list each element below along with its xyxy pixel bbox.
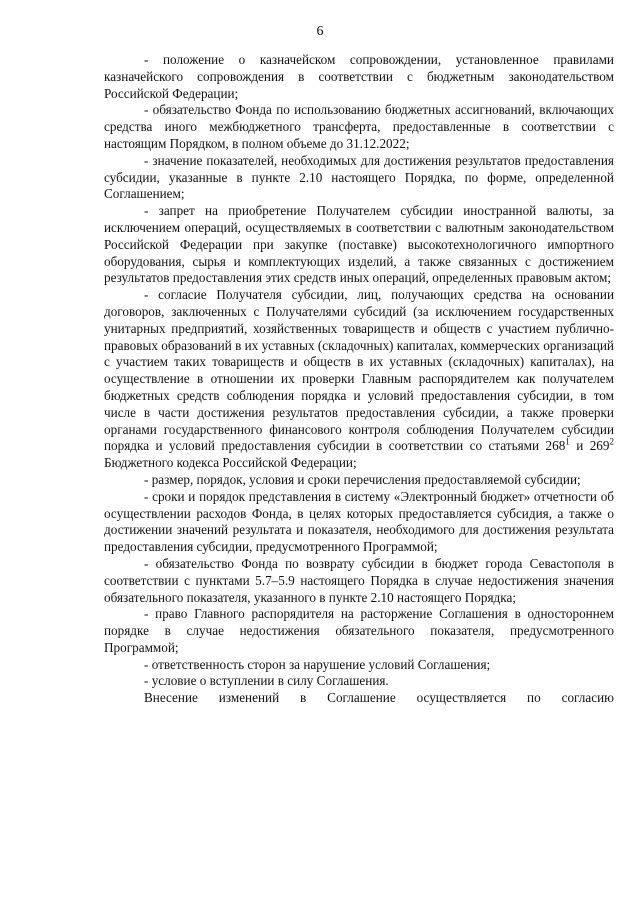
paragraph-termination-right: - право Главного распорядителя на расторжение Соглашения в одностороннем порядке в случае недостижения обязательного показателя, предусмотренного Программой; — [104, 606, 614, 655]
paragraph-consent-inspection — [104, 287, 614, 472]
paragraph-reporting: - сроки и порядок представления в систему «Электронный бюджет» отчетности об осуществлении расходов Фонда, в целях которых предоставляется субсидия, а также о достижении значений результата и показателя, необходимого для достижения результата предоставления субсидии, предусмотренного Программой; — [104, 488, 614, 555]
paragraph-amendments: Внесение изменений в Соглашение осуществляется по согласию — [144, 690, 614, 706]
paragraph-indicator-values: - значение показателей, необходимых для достижения результатов предоставления субсидии, указанные в пункте 2.10 настоящего Порядка, по форме, определенной Соглашением; — [104, 152, 614, 202]
paragraph-entry-into-force: - условие о вступлении в силу Соглашения. — [144, 673, 389, 689]
footnote-superscript-2: 2 — [609, 436, 614, 447]
paragraph-consent-inspection-text: - согласие Получателя субсидии, лиц, получающих средства на основании договоров, заключенных с Получателями субсидий (за исключением государственных унитарных предприятий, хозяйственных товариществ и обществ с участием публично-правовых образований в их уставных (складочных) капиталах, коммерческих организаций с участием таких товариществ и обществ в их уставных (складочных) капиталах), на осуществление в отношении их проверки Главным распорядителем как получателем бюджетных средств соблюдения порядка и условий предоставления субсидии, в том числе в части достижения результатов предоставления субсидии, а также проверки органами государственного финансового контроля соблюдения Получателем субсидии порядка и условий предоставления субсидии в соответствии со статьями 268 — [104, 287, 614, 454]
paragraph-refund-obligation: - обязательство Фонда по возврату субсидии в бюджет города Севастополя в соответствии с пунктами 5.7–5.9 настоящего Порядка в случае недостижения значения обязательного показателя, указанного в пункте 2.10 настоящего Порядка; — [104, 555, 614, 605]
page-number: 6 — [316, 24, 324, 39]
paragraph-liability: - ответственность сторон за нарушение условий Соглашения; — [144, 656, 491, 672]
paragraph-consent-inspection-tail: Бюджетного кодекса Российской Федерации; — [104, 455, 357, 471]
paragraph-currency-ban: - запрет на приобретение Получателем субсидии иностранной валюты, за исключением операций, осуществляемых в соответствии с валютным законодательством Российской Федерации при закупке (поставке) высокотехнологичного импортного оборудования, сырья и комплектующих изделий, а также связанных с достижением результатов предоставления этих средств иных операций, определенных правовым актом; — [104, 203, 614, 286]
footnote-superscript-1: 1 — [565, 436, 570, 447]
document-body — [104, 52, 614, 707]
paragraph-treasury-support: - положение о казначейском сопровождении, установленное правилами казначейского сопровождения в соответствии с бюджетным законодательством Российской Федерации; — [104, 52, 614, 101]
paragraph-subsidy-terms: - размер, порядок, условия и сроки перечисления предоставляемой субсидии; — [144, 471, 581, 487]
paragraph-consent-inspection-mid: и 269 — [569, 438, 610, 454]
paragraph-fund-obligation-allocations: - обязательство Фонда по использованию бюджетных ассигнований, включающих средства иного межбюджетного трансферта, предоставленные в соответствии с настоящим Порядком, в полном объеме до 31.12.2022; — [104, 102, 614, 151]
